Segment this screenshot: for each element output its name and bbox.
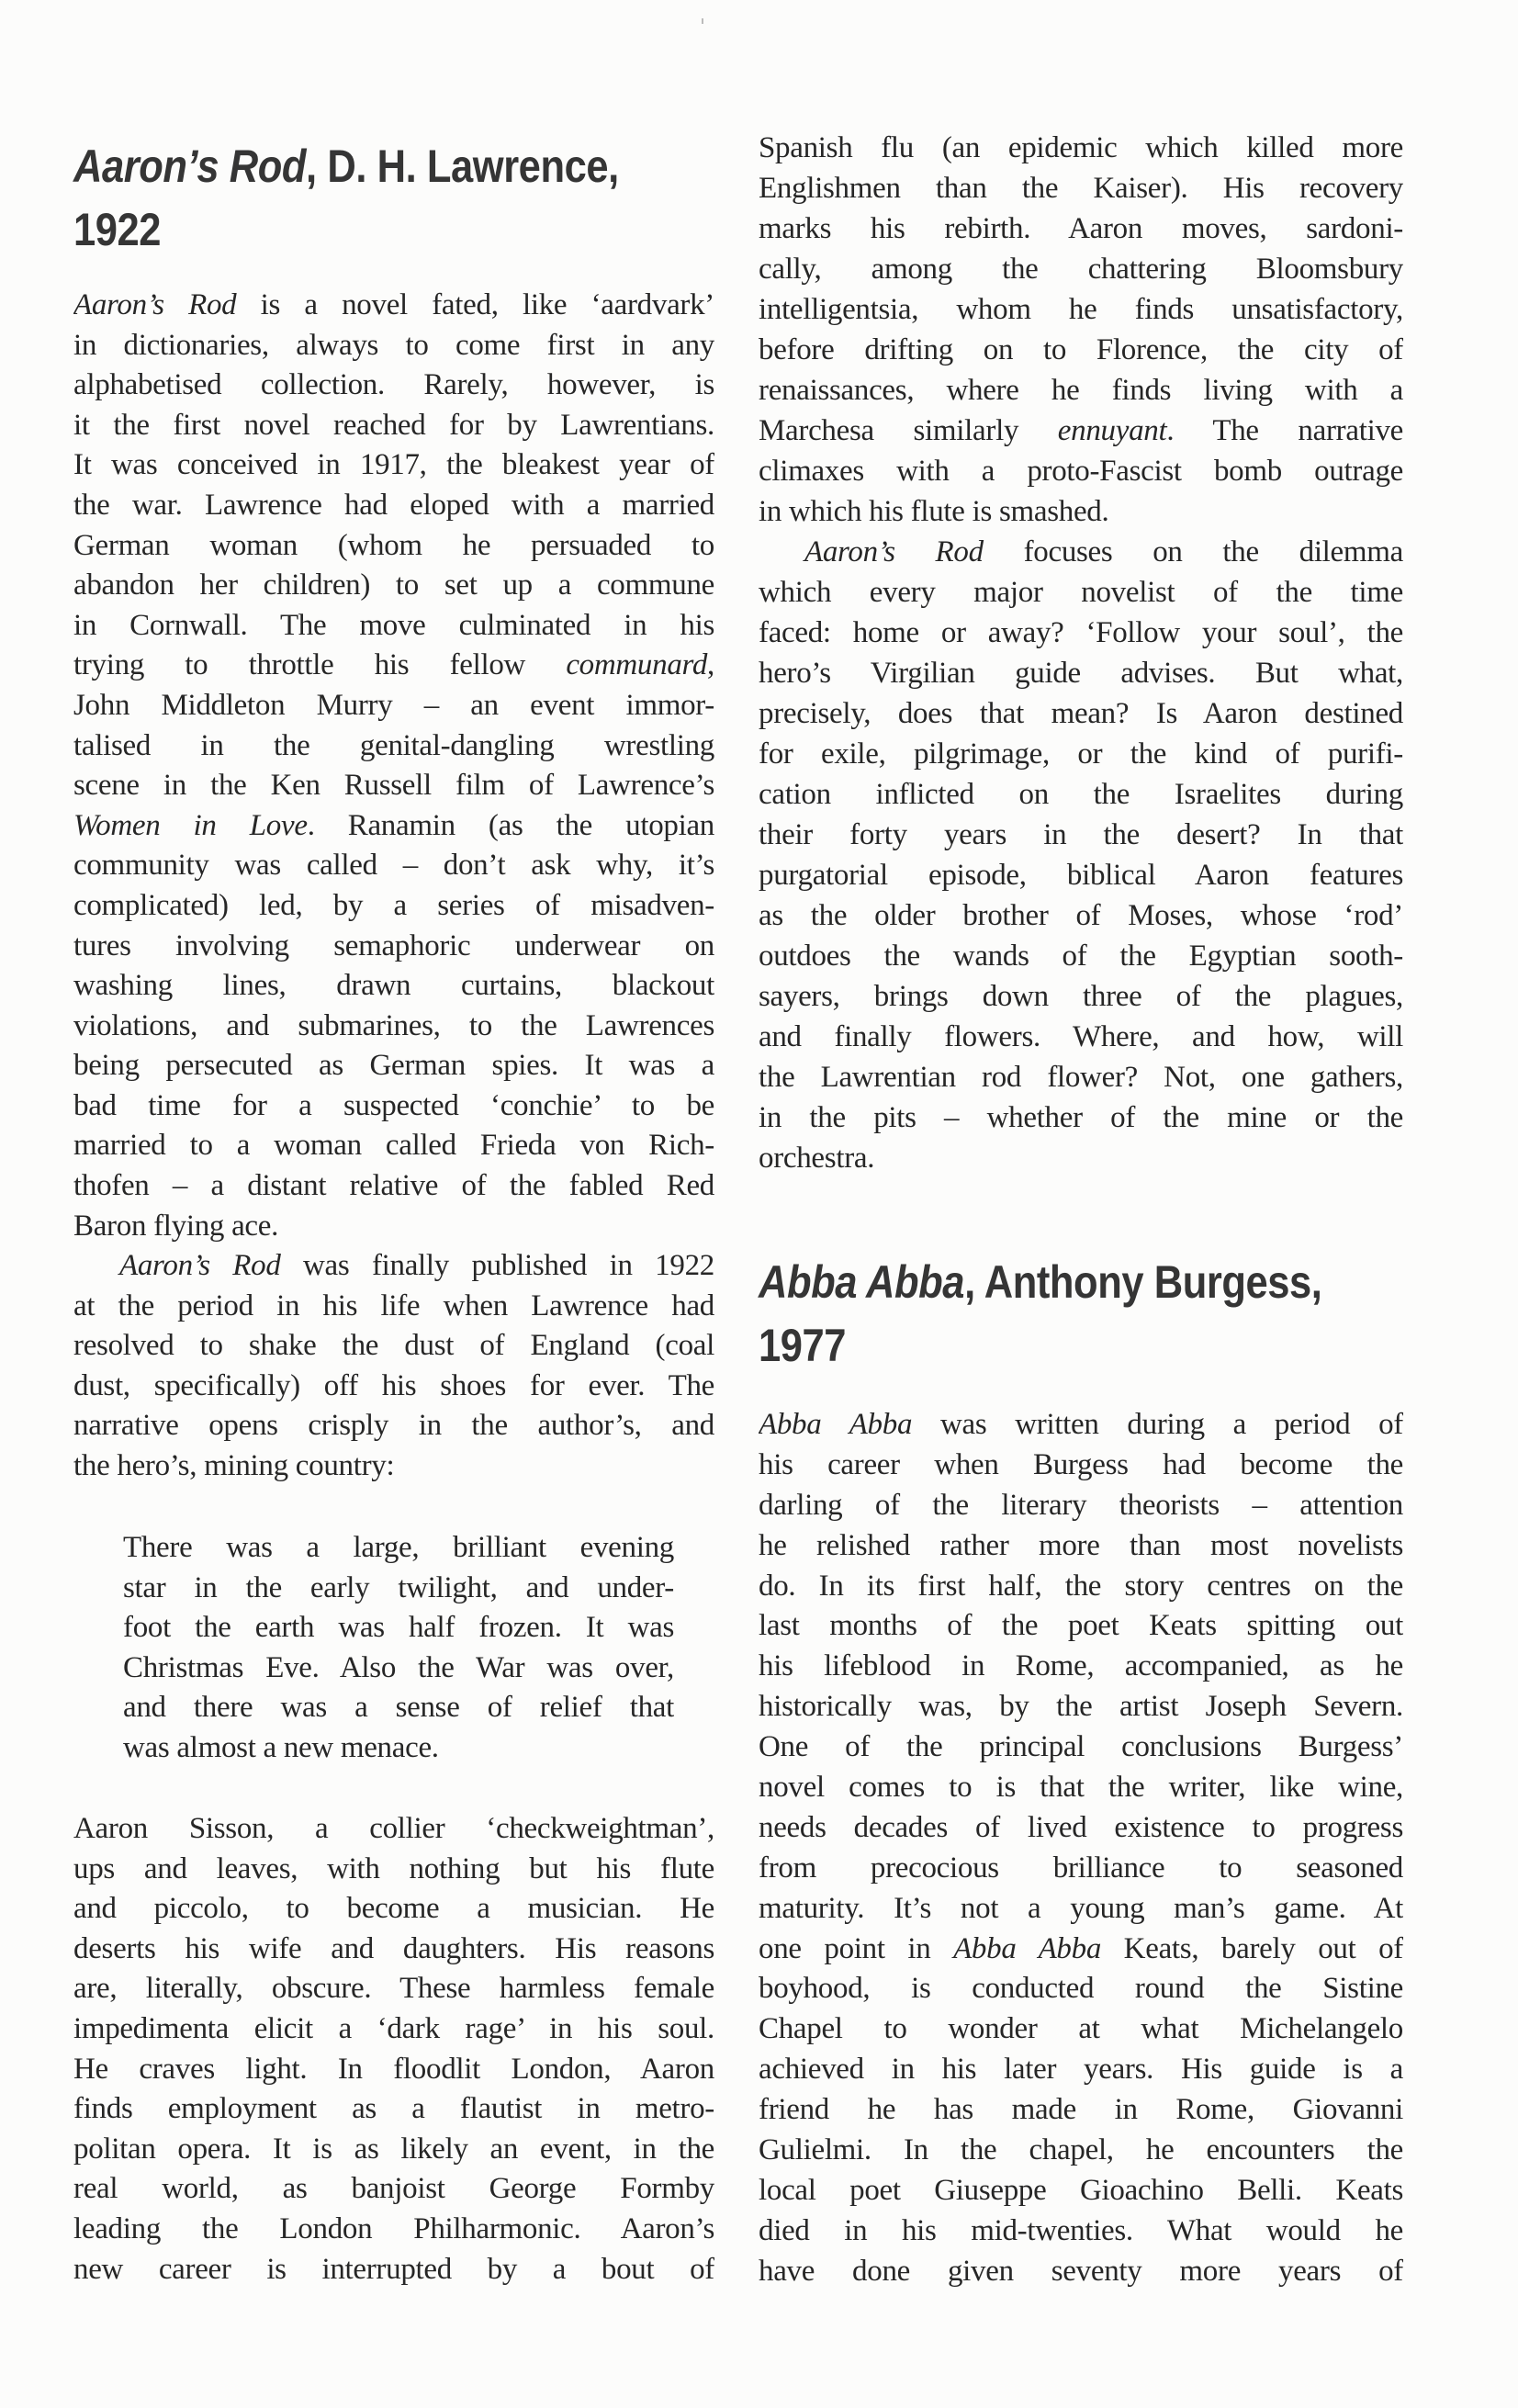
text-line <box>759 2211 1403 2252</box>
text-run: the hero’s, mining country: <box>73 1448 395 1482</box>
text-line <box>759 1808 1403 1849</box>
text-run: his lifeblood in Rome, accompanied, as he <box>759 1649 1403 1683</box>
text-run: dust, specifically) off his shoes for ever. The <box>73 1368 714 1402</box>
text-line <box>759 1930 1403 1970</box>
text-line <box>73 1287 714 1327</box>
text-run: Spanish flu (an epidemic which killed more <box>759 131 1403 164</box>
left-column <box>73 0 714 2408</box>
text-line <box>73 1889 714 1930</box>
text-line <box>759 1889 1403 1930</box>
text-line <box>73 2050 714 2090</box>
text-line <box>73 606 714 647</box>
entry-heading-aarons-rod <box>73 135 714 262</box>
text-line <box>759 1606 1403 1647</box>
text-run: real world, as banjoist George Formby <box>73 2172 714 2206</box>
text-run: finds employment as a flautist in metro- <box>73 2092 714 2126</box>
text-line <box>759 1647 1403 1687</box>
text-run: climaxes with a proto-Fascist bomb outrage <box>759 455 1403 488</box>
text-run: Aaron Sisson, a collier ‘checkweightman’, <box>73 1812 714 1845</box>
text-line <box>73 566 714 606</box>
text-line <box>73 1930 714 1970</box>
text-run: There was a large, brilliant evening <box>123 1531 674 1564</box>
italic-text: Aaron’s Rod <box>73 288 237 321</box>
text-line <box>73 1446 714 1487</box>
text-line <box>759 1057 1403 1097</box>
text-run: renaissances, where he finds living with a <box>759 374 1403 407</box>
text-run: boyhood, is conducted round the Sistine <box>759 1972 1403 2006</box>
text-line <box>759 2171 1403 2211</box>
text-line <box>759 1405 1403 1446</box>
text-line <box>759 2009 1403 2050</box>
italic-text: Abba Abba <box>953 1931 1102 1965</box>
text-run: the Lawrentian rod flower? Not, one gathers, <box>759 1061 1403 1094</box>
text-run: Englishmen than the Kaiser). His recovery <box>759 172 1403 205</box>
text-run: in Cornwall. The move culminated in his <box>73 608 714 642</box>
text-line <box>123 1569 674 1609</box>
text-run: hero’s Virgilian guide advises. But what, <box>759 657 1403 690</box>
text-run: faced: home or away? ‘Follow your soul’, the <box>759 616 1403 649</box>
right-column <box>759 0 1403 2408</box>
text-line <box>759 2131 1403 2171</box>
paragraph-abba-abba <box>759 1405 1403 2292</box>
text-line <box>73 486 714 526</box>
text-run: ups and leaves, with nothing but his flute <box>73 1851 714 1885</box>
text-run: have done given seventy more years of <box>759 2254 1403 2288</box>
text-run: darling of the literary theorists – attention <box>759 1488 1403 1522</box>
text-line <box>759 451 1403 491</box>
italic-text: Abba Abba <box>759 1408 913 1441</box>
text-run: complicated) led, by a series of misadven- <box>73 888 714 922</box>
text-line <box>73 366 714 406</box>
text-run: Marchesa similarly <box>759 414 1058 447</box>
text-line <box>759 613 1403 653</box>
text-run: which every major novelist of the time <box>759 576 1403 609</box>
text-line <box>73 2089 714 2130</box>
text-line <box>73 846 714 886</box>
text-run: scene in the Ken Russell film of Lawrence’s <box>73 769 714 803</box>
text-line <box>73 526 714 567</box>
text-run: outdoes the wands of the Egyptian sooth- <box>759 940 1403 973</box>
text-line <box>759 572 1403 613</box>
text-line <box>759 1567 1403 1607</box>
text-run: purgatorial episode, biblical Aaron features <box>759 859 1403 892</box>
text-run: resolved to shake the dust of England (coal <box>73 1329 714 1363</box>
text-line <box>73 2130 714 2170</box>
text-line <box>73 326 714 366</box>
text-line <box>759 774 1403 815</box>
text-line <box>73 1406 714 1446</box>
text-run: . The narrative <box>1166 414 1403 447</box>
text-line <box>73 686 714 726</box>
text-line <box>123 1648 674 1689</box>
text-run: intelligentsia, whom he finds unsatisfactory, <box>759 293 1403 326</box>
text-line <box>73 1969 714 2009</box>
text-line <box>73 886 714 927</box>
text-run: one point in <box>759 1931 954 1965</box>
text-line <box>759 693 1403 734</box>
text-line <box>759 1138 1403 1178</box>
text-run: is a novel fated, like ‘aardvark’ <box>236 288 714 321</box>
text-run: Chapel to wonder at what Michelangelo <box>759 2012 1403 2046</box>
text-line <box>73 1126 714 1166</box>
text-line <box>123 1688 674 1728</box>
text-run: Gulielmi. In the chapel, he encounters the <box>759 2133 1403 2167</box>
text-run: needs decades of lived existence to progress <box>759 1810 1403 1844</box>
text-line <box>73 1809 714 1850</box>
text-run: was written during a period of <box>912 1408 1403 1441</box>
heading-line-year <box>73 198 631 262</box>
text-line <box>759 653 1403 693</box>
text-line <box>123 1728 674 1769</box>
text-line <box>759 1486 1403 1526</box>
text-run: tures involving semaphoric underwear on <box>73 928 714 962</box>
text-run: One of the principal conclusions Burgess’ <box>759 1730 1403 1764</box>
text-run: married to a woman called Frieda von Rich- <box>73 1129 714 1163</box>
text-run: orchestra. <box>759 1142 875 1175</box>
text-run: sayers, brings down three of the plagues, <box>759 980 1403 1013</box>
text-line <box>759 895 1403 936</box>
text-line <box>759 1727 1403 1768</box>
text-line <box>759 1526 1403 1567</box>
text-run: historically was, by the artist Joseph Severn. <box>759 1690 1403 1724</box>
text-run: their forty years in the desert? In that <box>759 818 1403 851</box>
text-line <box>759 370 1403 411</box>
text-line <box>759 249 1403 289</box>
text-line <box>73 1367 714 1407</box>
text-line <box>73 1046 714 1086</box>
text-line <box>759 532 1403 572</box>
italic-text: communard <box>566 648 708 682</box>
book-title: Abba Abba <box>759 1256 965 1308</box>
text-line <box>73 1326 714 1367</box>
text-run: he relished rather more than most novelists <box>759 1528 1403 1562</box>
text-line <box>123 1528 674 1569</box>
paragraph-intro <box>73 286 714 1246</box>
text-line <box>759 1969 1403 2009</box>
text-run: Keats, barely out of <box>1101 1931 1403 1965</box>
text-run: focuses on the dilemma <box>983 535 1403 568</box>
text-line <box>759 1687 1403 1727</box>
text-run: He craves light. In floodlit London, Aaron <box>73 2052 714 2086</box>
text-line <box>759 1017 1403 1057</box>
text-run: in dictionaries, always to come first in any <box>73 328 714 362</box>
text-line <box>759 936 1403 976</box>
text-run: deserts his wife and daughters. His reasons <box>73 1931 714 1965</box>
text-run: impedimenta elicit a ‘dark rage’ in his soul. <box>73 2011 714 2045</box>
text-line <box>73 806 714 847</box>
text-line <box>73 966 714 1007</box>
text-run: leading the London Philharmonic. Aaron’s <box>73 2211 714 2245</box>
text-line <box>73 1086 714 1127</box>
book-author: , D. H. Lawrence, <box>306 141 619 192</box>
text-line <box>73 1850 714 1890</box>
book-author: , Anthony Burgess, <box>964 1256 1322 1308</box>
text-line <box>73 927 714 967</box>
text-run: as the older brother of Moses, whose ‘rod’ <box>759 899 1403 932</box>
text-run: talised in the genital-dangling wrestling <box>73 728 714 762</box>
text-line <box>759 855 1403 895</box>
text-run: star in the early twilight, and under- <box>123 1570 674 1604</box>
heading-line-title <box>73 135 631 198</box>
text-run: narrative opens crisply in the author’s, and <box>73 1409 714 1443</box>
text-run: friend he has made in Rome, Giovanni <box>759 2093 1403 2127</box>
text-run: Christmas Eve. Also the War was over, <box>123 1650 674 1684</box>
text-run: abandon her children) to set up a commune <box>73 568 714 602</box>
text-line <box>759 1446 1403 1486</box>
text-run: novel comes to is that the writer, like wine, <box>759 1771 1403 1805</box>
text-line <box>73 2169 714 2210</box>
text-run: marks his rebirth. Aaron moves, sardoni- <box>759 212 1403 245</box>
paragraph-dilemma <box>759 532 1403 1178</box>
text-run: achieved in his later years. His guide is a <box>759 2053 1403 2087</box>
text-line <box>73 766 714 806</box>
text-run: do. In its first half, the story centres on the <box>759 1569 1403 1603</box>
text-line <box>759 411 1403 451</box>
text-run: new career is interrupted by a bout of <box>73 2252 714 2286</box>
text-line <box>759 815 1403 855</box>
text-line <box>759 1097 1403 1138</box>
text-line <box>73 406 714 446</box>
text-line <box>759 1849 1403 1889</box>
text-run: are, literally, obscure. These harmless female <box>73 1972 714 2006</box>
text-line <box>123 1608 674 1648</box>
text-line <box>73 2009 714 2050</box>
text-line <box>73 2210 714 2250</box>
text-line <box>759 128 1403 168</box>
text-run: , <box>707 648 714 682</box>
text-line <box>73 1246 714 1287</box>
book-title: Aaron’s Rod <box>73 141 307 192</box>
text-run: John Middleton Murry – an event immor- <box>73 688 714 722</box>
italic-text: Aaron’s Rod <box>804 535 984 568</box>
text-run: It was conceived in 1917, the bleakest year of <box>73 448 714 482</box>
text-run: the war. Lawrence had eloped with a married <box>73 488 714 522</box>
text-line <box>73 2250 714 2290</box>
text-line <box>759 2252 1403 2292</box>
text-run: his career when Burgess had become the <box>759 1447 1403 1481</box>
text-run: washing lines, drawn curtains, blackout <box>73 969 714 1003</box>
text-line <box>73 286 714 326</box>
text-line <box>73 726 714 767</box>
text-line <box>73 646 714 686</box>
text-run: was almost a new menace. <box>123 1730 439 1764</box>
text-run: from precocious brilliance to seasoned <box>759 1851 1403 1885</box>
text-run: local poet Giuseppe Gioachino Belli. Keats <box>759 2173 1403 2207</box>
text-run: and piccolo, to become a musician. He <box>73 1892 714 1926</box>
text-line <box>759 168 1403 208</box>
text-run: in the pits – whether of the mine or the <box>759 1101 1403 1134</box>
paragraph-spanish-flu <box>759 128 1403 532</box>
text-line <box>759 2090 1403 2131</box>
text-line <box>759 208 1403 249</box>
text-run: cation inflicted on the Israelites during <box>759 778 1403 811</box>
italic-text: Aaron’s Rod <box>119 1249 281 1282</box>
heading-line-title <box>759 1251 1320 1314</box>
text-run: maturity. It’s not a young man’s game. At <box>759 1891 1403 1925</box>
text-run: thofen – a distant relative of the fabled Red <box>73 1169 714 1203</box>
heading-line-year <box>759 1314 1320 1378</box>
book-year: 1922 <box>73 204 162 255</box>
italic-text: ennuyant <box>1057 414 1167 447</box>
text-line <box>73 1207 714 1247</box>
text-line <box>73 445 714 486</box>
text-line <box>759 1768 1403 1808</box>
text-run: at the period in his life when Lawrence had <box>73 1288 714 1322</box>
text-run: trying to throttle his fellow <box>73 648 567 682</box>
text-run: and there was a sense of relief that <box>123 1691 674 1725</box>
text-run: being persecuted as German spies. It was a <box>73 1049 714 1083</box>
paragraph-publication <box>73 1246 714 1487</box>
text-run: community was called – don’t ask why, it’s <box>73 849 714 883</box>
block-quote <box>73 1528 714 1769</box>
text-run: Baron flying ace. <box>73 1209 279 1243</box>
text-line <box>759 976 1403 1017</box>
text-run: was finally published in 1922 <box>280 1249 714 1282</box>
text-run: violations, and submarines, to the Lawrences <box>73 1008 714 1042</box>
text-line <box>759 2050 1403 2090</box>
text-line <box>73 1166 714 1207</box>
text-run: for exile, pilgrimage, or the kind of purifi- <box>759 737 1403 771</box>
paragraph-aaron-sisson <box>73 1809 714 2290</box>
text-run: foot the earth was half frozen. It was <box>123 1611 674 1645</box>
entry-heading-abba-abba <box>759 1251 1403 1378</box>
text-run: cally, among the chattering Bloomsbury <box>759 253 1403 286</box>
text-run: . Ranamin (as the utopian <box>307 808 714 842</box>
text-run: precisely, does that mean? Is Aaron destined <box>759 697 1403 730</box>
text-run: last months of the poet Keats spitting out <box>759 1609 1403 1643</box>
text-run: politan opera. It is as likely an event, in the <box>73 2132 714 2166</box>
italic-text: Women in Love <box>73 808 308 842</box>
text-run: alphabetised collection. Rarely, however, is <box>73 368 714 402</box>
book-year: 1977 <box>759 1320 847 1371</box>
text-run: it the first novel reached for by Lawrentians. <box>73 408 714 442</box>
text-run: died in his mid-twenties. What would he <box>759 2213 1403 2247</box>
text-run: and finally flowers. Where, and how, will <box>759 1020 1403 1053</box>
text-line <box>759 289 1403 330</box>
text-run: German woman (whom he persuaded to <box>73 528 714 562</box>
text-run: in which his flute is smashed. <box>759 495 1109 528</box>
text-run: before drifting on to Florence, the city of <box>759 333 1403 366</box>
text-line <box>759 491 1403 532</box>
text-run: bad time for a suspected ‘conchie’ to be <box>73 1088 714 1122</box>
text-line <box>759 734 1403 774</box>
text-line <box>759 330 1403 370</box>
text-line <box>73 1007 714 1047</box>
